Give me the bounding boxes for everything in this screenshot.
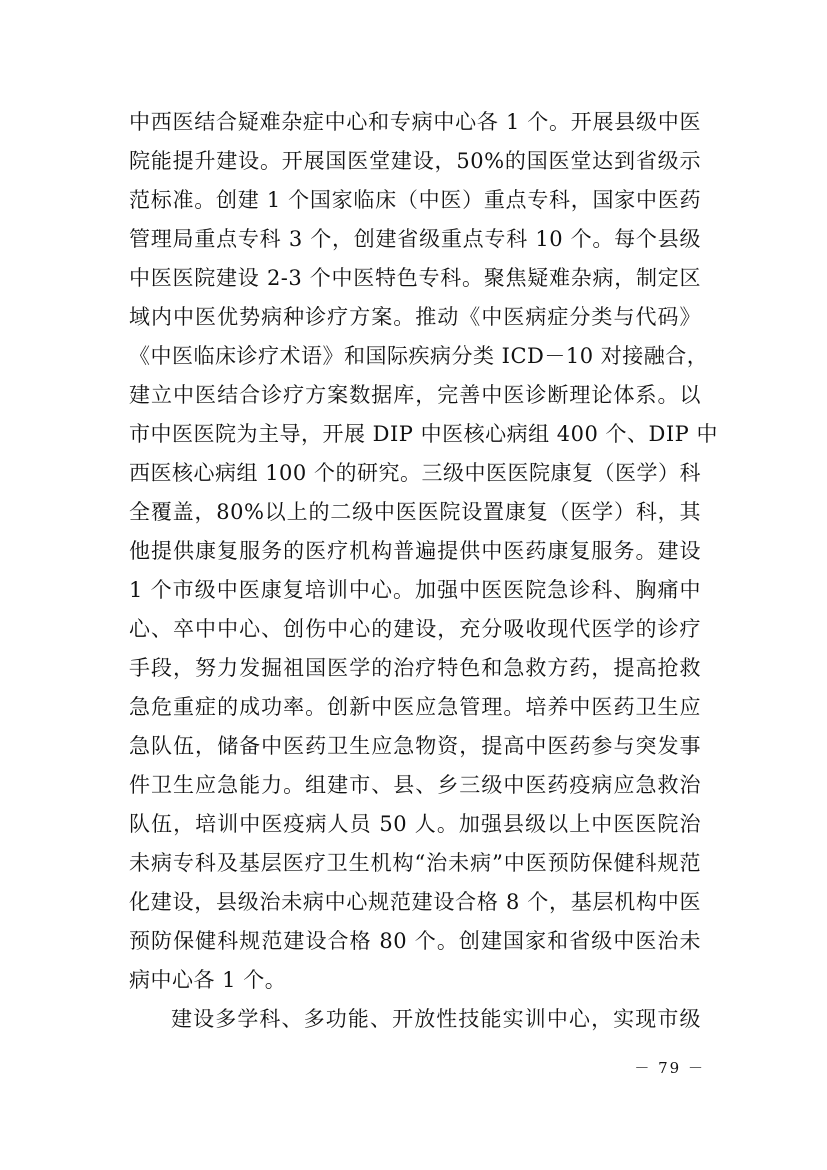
text-line: 病中心各 1 个。 <box>129 968 287 992</box>
text-line: 中医医院建设 2-3 个中医特色专科。聚焦疑难杂病，制定区 <box>129 266 701 290</box>
text-line: 他提供康复服务的医疗机构普遍提供中医药康复服务。建设 <box>129 539 701 563</box>
text-line: 心、卒中中心、创伤中心的建设，充分吸收现代医学的诊疗 <box>129 617 701 641</box>
text-line: 院能提升建设。开展国医堂建设，50%的国医堂达到省级示 <box>129 149 701 173</box>
text-line: 化建设，县级治未病中心规范建设合格 8 个，基层机构中医 <box>129 890 701 914</box>
text-line: 急队伍，储备中医药卫生应急物资，提高中医药参与突发事 <box>129 734 701 758</box>
text-line: 中西医结合疑难杂症中心和专病中心各 1 个。开展县级中医 <box>129 110 701 134</box>
text-line: 《中医临床诊疗术语》和国际疾病分类 ICD－10 对接融合， <box>129 344 709 368</box>
text-line: 预防保健科规范建设合格 80 个。创建国家和省级中医治未 <box>129 929 701 953</box>
text-line: 1 个市级中医康复培训中心。加强中医医院急诊科、胸痛中 <box>129 578 701 602</box>
page-number: － 79 － <box>634 1059 705 1077</box>
text-line: 手段，努力发掘祖国医学的治疗特色和急救方药，提高抢救 <box>129 656 701 680</box>
text-line: 未病专科及基层医疗卫生机构“治未病”中医预防保健科规范 <box>129 851 701 875</box>
text-line: 队伍，培训中医疫病人员 50 人。加强县级以上中医医院治 <box>129 812 701 836</box>
body-text <box>129 103 718 1039</box>
text-line: 域内中医优势病种诊疗方案。推动《中医病症分类与代码》 <box>129 305 701 329</box>
paragraph-start-line: 建设多学科、多功能、开放性技能实训中心，实现市级 <box>171 1007 701 1031</box>
text-line: 全覆盖，80%以上的二级中医医院设置康复（医学）科，其 <box>129 500 701 524</box>
text-line: 管理局重点专科 3 个，创建省级重点专科 10 个。每个县级 <box>129 227 701 251</box>
text-line: 市中医医院为主导，开展 DIP 中医核心病组 400 个、DIP 中 <box>129 422 718 446</box>
text-line: 建立中医结合诊疗方案数据库，完善中医诊断理论体系。以 <box>129 383 701 407</box>
text-line: 件卫生应急能力。组建市、县、乡三级中医药疫病应急救治 <box>129 773 701 797</box>
text-line: 范标准。创建 1 个国家临床（中医）重点专科，国家中医药 <box>129 188 701 212</box>
text-line: 西医核心病组 100 个的研究。三级中医医院康复（医学）科 <box>129 461 701 485</box>
text-line: 急危重症的成功率。创新中医应急管理。培养中医药卫生应 <box>129 695 701 719</box>
